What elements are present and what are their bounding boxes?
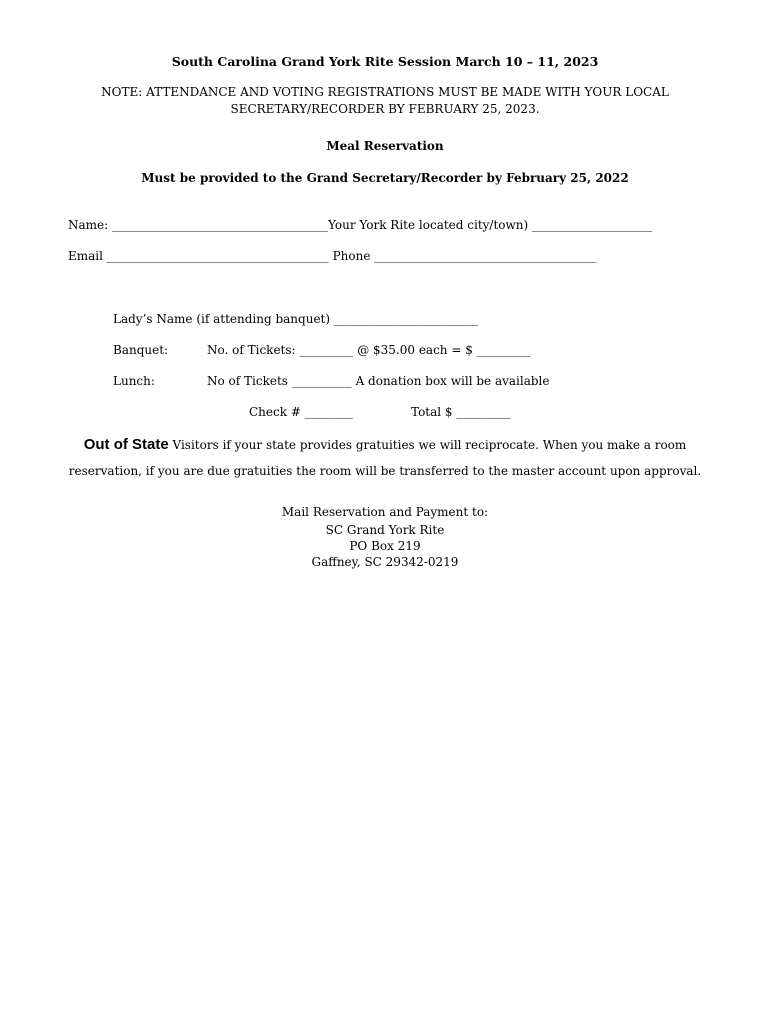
- out-of-state-line-2: reservation, if you are due gratuities the room will be transferred to the master account upon approval.: [68, 464, 702, 478]
- mail-intro: Mail Reservation and Payment to:: [281, 505, 489, 519]
- note-line-1: NOTE: ATTENDANCE AND VOTING REGISTRATIONS MUST BE MADE WITH YOUR LOCAL: [101, 85, 669, 99]
- section-title: Meal Reservation: [326, 139, 444, 153]
- email-phone-field-line: Email _____________________________________ Phone _____________________________________: [68, 249, 597, 263]
- banquet-label: Banquet:: [113, 343, 169, 357]
- deadline-text: Must be provided to the Grand Secretary/Recorder by February 25, 2022: [141, 171, 629, 185]
- document-title: South Carolina Grand York Rite Session March 10 – 11, 2023: [171, 54, 599, 69]
- out-of-state-line-1: [0, 436, 770, 453]
- note-line-2: SECRETARY/RECORDER BY FEBRUARY 25, 2023.: [230, 102, 540, 116]
- mail-city: Gaffney, SC 29342-0219: [311, 555, 459, 569]
- out-of-state-heading: Out of State: [83, 436, 169, 453]
- mail-org: SC Grand York Rite: [325, 523, 445, 537]
- lady-name-field-line: Lady’s Name (if attending banquet) ________________________: [113, 312, 478, 326]
- total-amount-line: Total $ _________: [411, 405, 511, 419]
- out-of-state-text: Visitors if your state provides gratuities we will reciprocate. When you make a room: [168, 438, 687, 452]
- banquet-tickets-line: No. of Tickets: _________ @ $35.00 each = $ _________: [207, 343, 531, 357]
- check-number-line: Check # ________: [249, 405, 353, 419]
- mail-po-box: PO Box 219: [349, 539, 421, 553]
- lunch-label: Lunch:: [113, 374, 155, 388]
- name-field-line: Name: ____________________________________Your York Rite located city/town) ____________________: [68, 218, 653, 232]
- lunch-tickets-line: No of Tickets __________ A donation box will be available: [207, 374, 550, 388]
